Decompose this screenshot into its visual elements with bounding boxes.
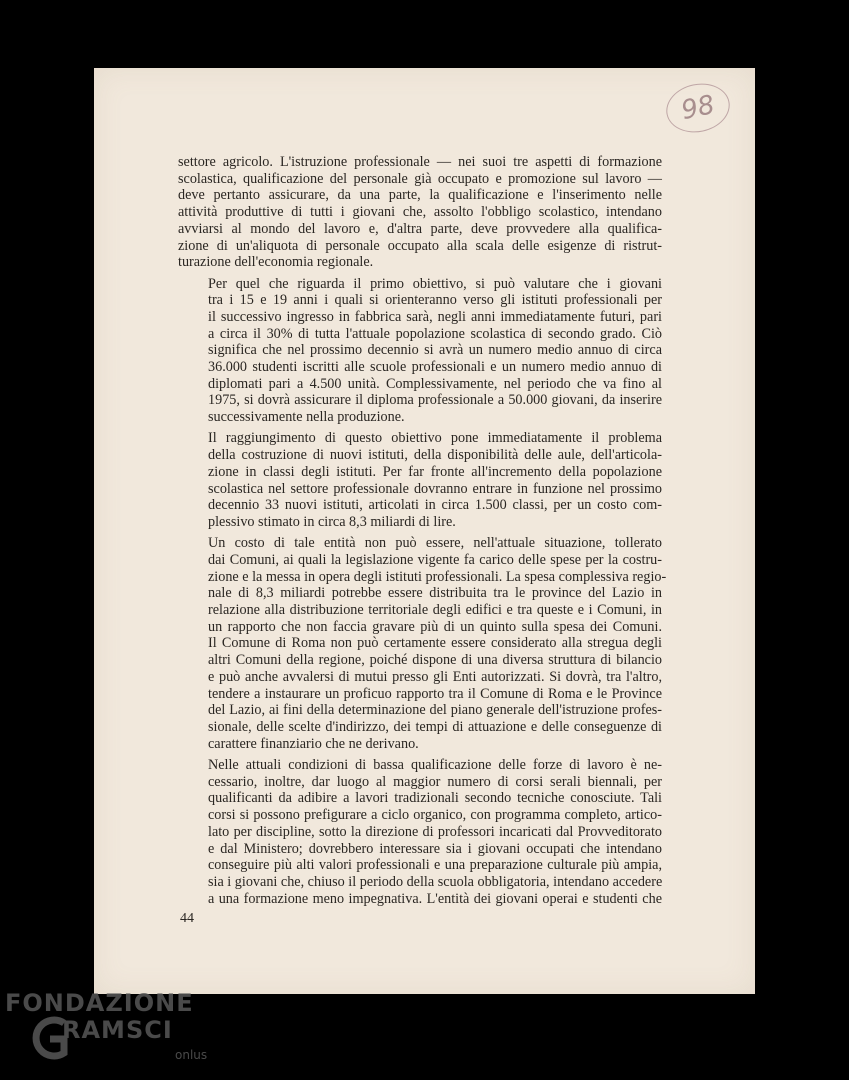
text-line: il successivo ingresso in fabbrica sarà, negli anni immediatamente futuri, pari bbox=[208, 308, 662, 325]
body-text bbox=[178, 154, 667, 912]
text-line: conseguire più alti valori professionali e una preparazione culturale più ampia, bbox=[208, 857, 662, 874]
paragraph bbox=[178, 276, 662, 426]
text-line: carattere finanziario che ne derivano. bbox=[208, 735, 419, 752]
text-line: Nelle attuali condizioni di bassa qualificazione delle forze di lavoro è ne- bbox=[208, 756, 662, 773]
text-line: diplomati pari a 4.500 unità. Complessivamente, nel periodo che va fino al bbox=[208, 375, 662, 392]
text-line: Il raggiungimento di questo obiettivo pone immediatamente il problema bbox=[208, 430, 662, 447]
text-line: 36.000 studenti iscritti alle scuole professionali e un numero medio annuo di bbox=[208, 359, 662, 376]
text-line: tra i 15 e 19 anni i quali si orienteranno verso gli istituti professionali per bbox=[208, 292, 662, 309]
text-line: a una formazione meno impegnativa. L'entità dei giovani operai e studenti che bbox=[208, 890, 662, 907]
text-line: scolastica, qualificazione del personale già occupato e promozione sul lavoro — bbox=[178, 170, 662, 187]
text-line: dai Comuni, ai quali la legislazione vigente fa carico delle spese per la costru- bbox=[208, 551, 662, 568]
text-line: turazione dell'economia regionale. bbox=[178, 254, 374, 271]
text-line: un rapporto che non faccia gravare più di un quinto sulla spesa dei Comuni. bbox=[208, 618, 662, 635]
text-line: successivamente nella produzione. bbox=[208, 409, 405, 426]
text-line: nale di 8,3 miliardi potrebbe essere distribuita tra le province del Lazio in bbox=[208, 585, 662, 602]
text-line: zione in classi degli istituti. Per far fronte all'incremento della popolazione bbox=[208, 463, 662, 480]
text-line: relazione alla distribuzione territoriale degli edifici e tra queste e i Comuni, in bbox=[208, 602, 662, 619]
text-line: settore agricolo. L'istruzione professionale — nei suoi tre aspetti di formazione bbox=[178, 154, 662, 170]
text-line: del Lazio, ai fini della determinazione del piano generale dell'istruzione profes- bbox=[208, 702, 662, 719]
text-line: Per quel che riguarda il primo obiettivo, si può valutare che i giovani bbox=[208, 275, 662, 292]
page-number: 44 bbox=[180, 911, 194, 926]
text-line: altri Comuni della regione, poiché dispone di una diversa struttura di bilancio bbox=[208, 652, 662, 669]
text-line: zione e la messa in opera degli istituti professionali. La spesa complessiva regio- bbox=[208, 568, 667, 585]
paragraph bbox=[178, 154, 662, 271]
text-line: qualificanti da adibire a lavori tradizionali secondo tecniche conosciute. Tali bbox=[208, 790, 662, 807]
text-line: lato per discipline, sotto la direzione di professori incaricati dal Provveditorato bbox=[208, 823, 662, 840]
text-line: sia i giovani che, chiuso il periodo della scuola obbligatoria, intendano accedere bbox=[208, 873, 663, 890]
text-line: plessivo stimato in circa 8,3 miliardi di lire. bbox=[208, 513, 456, 530]
logo-line-3: onlus bbox=[175, 1048, 208, 1062]
text-line: cessario, inoltre, dar luogo al maggior numero di corsi serali biennali, per bbox=[208, 773, 662, 790]
paragraph bbox=[178, 535, 667, 752]
paragraph bbox=[178, 430, 662, 530]
text-line: zione di un'aliquota di personale occupato alla scala delle esigenze di ristrut- bbox=[178, 237, 662, 254]
text-line: a circa il 30% di tutta l'attuale popolazione scolastica di secondo grado. Ciò bbox=[208, 325, 662, 342]
text-line: Il Comune di Roma non può certamente essere considerato alla stregua degli bbox=[208, 635, 662, 652]
text-line: deve pertanto assicurare, da una parte, la qualificazione e l'inserimento nelle bbox=[178, 187, 662, 204]
text-line: avviarsi al mondo del lavoro e, d'altra parte, deve provvedere alla qualifica- bbox=[178, 220, 662, 237]
text-line: e dal Ministero; dovrebbero interessare sia i giovani occupati che intendano bbox=[208, 840, 662, 857]
fondazione-gramsci-logo bbox=[0, 985, 220, 1080]
text-line: scolastica nel settore professionale dovranno entrare in funzione nel prossimo bbox=[208, 480, 662, 497]
text-line: e può anche avvalersi di mutui presso gli Enti autorizzati. Si dovrà, tra l'altro, bbox=[208, 668, 662, 685]
text-line: attività produttive di tutti i giovani che, assolto l'obbligo scolastico, intendano bbox=[178, 204, 662, 221]
paragraph bbox=[178, 757, 662, 907]
text-line: Un costo di tale entità non può essere, nell'attuale situazione, tollerato bbox=[208, 535, 662, 552]
logo-line-2: RAMSCI bbox=[62, 1016, 173, 1044]
text-line: corsi si possono prefigurare a ciclo organico, con programma completo, artico- bbox=[208, 807, 662, 824]
handwritten-page-number: 98 bbox=[662, 78, 735, 138]
text-line: sionale, delle scelte d'indirizzo, dei tempi di attuazione e delle conseguenze di bbox=[208, 718, 662, 735]
text-line: decennio 33 nuovi istituti, articolati in circa 1.500 classi, per un costo com- bbox=[208, 497, 662, 514]
text-line: significa che nel prossimo decennio si avrà un numero medio annuo di circa bbox=[208, 342, 662, 359]
logo-line-1: FONDAZIONE bbox=[5, 989, 194, 1017]
text-line: 1975, si dovrà assicurare il diploma professionale a 50.000 giovani, da inserire bbox=[208, 392, 662, 409]
text-line: tendere a instaurare un proficuo rapporto tra il Comune di Roma e le Province bbox=[208, 685, 662, 702]
text-line: della costruzione di nuovi istituti, della disponibilità delle aule, dell'articola- bbox=[208, 447, 662, 464]
